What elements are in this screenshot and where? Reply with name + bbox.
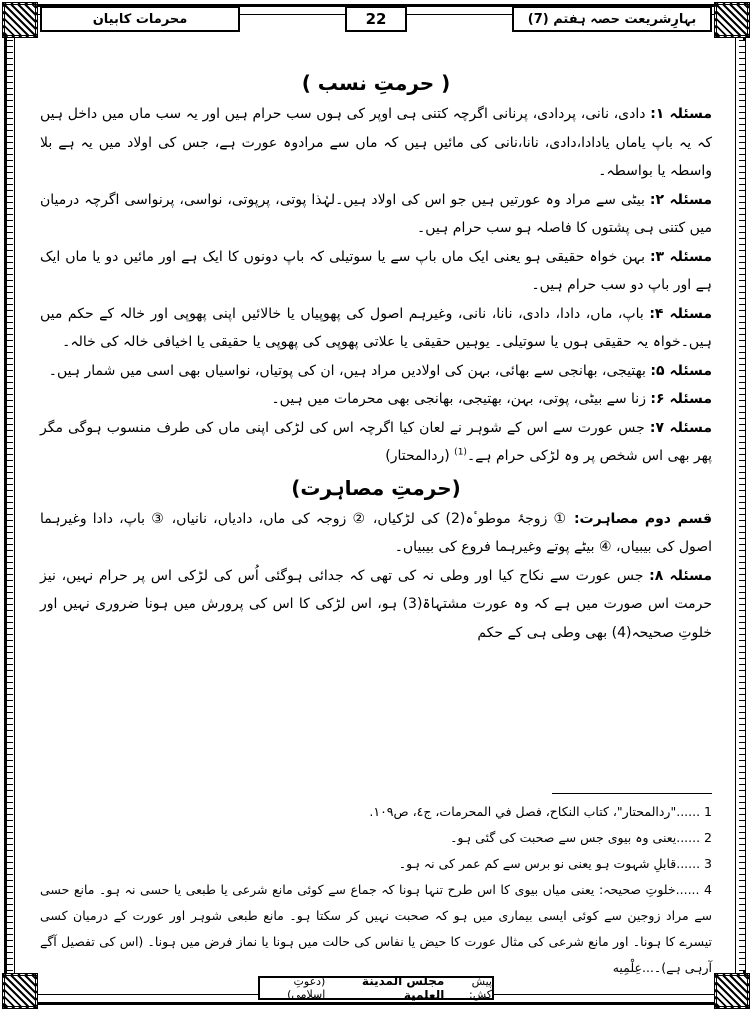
paragraph-text: بیٹی سے مراد وہ عورتیں ہیں جو اس کی اولاد ہیں۔لہٰذا پوتی، پرپوتی، نواسی، پرنواسی اگرچہ درمیان میں کتنی ہی پشتوں کا فاصلہ ہو سب حرام ہیں۔ [40, 191, 712, 236]
paragraph-lead: مسئلہ ۲: [649, 191, 712, 208]
page-header [40, 6, 712, 32]
paragraph [40, 300, 712, 357]
main-content [40, 66, 712, 647]
source-citation: (ردالمحتار) [385, 448, 450, 464]
section-title: (حرمتِ مصاہرت) [291, 475, 461, 500]
paragraph-text: جس عورت سے نکاح کیا اور وطی نہ کی تھی کہ جدائی ہوگئی اُس کی لڑکی اس پر حرام نہیں، نیز حرمت اس صورت میں ہے کہ وہ عورت مشتہاۃ(3) ہو، اس لڑکی کا اس کی پرورش میں ہونا ضروری نہیں اور خلوتِ صحیحہ(4) بھی وطی ہی کے حکم [40, 567, 712, 641]
paragraph [40, 186, 712, 243]
paragraph-text: ① زوجۂ موطوٴہ(2) کی لڑکیاں، ② زوجہ کی ماں، دادیاں، نانیاں، ③ باپ، دادا وغیرہما اصول کی بیبیاں، ④ بیٹے پوتے وغیرہما فروع کی بیبیاں۔ [40, 510, 712, 555]
border-ornament-left [7, 40, 13, 971]
footnote: 3 ......قابلِ شہوت ہو یعنی نو برس سے کم عمر کی نہ ہو۔ [398, 856, 712, 871]
publisher-footer [258, 976, 494, 1000]
paragraph-text: بہن خواہ حقیقی ہو یعنی ایک ماں باپ سے یا سوتیلی کہ باپ دونوں کا ایک ہے اور مائیں دو یا ماں ایک ہے اور باپ دو سب حرام ہیں۔ [40, 248, 712, 293]
footnote-divider [552, 793, 712, 794]
footnotes [40, 799, 712, 981]
paragraph-text: جس عورت سے اس کے شوہر نے لعان کیا اگرچہ اس کی لڑکی اپنی ماں کی طرف منسوب ہوگی مگر پھر بھی اس شخص پر وہ لڑکی حرام ہے۔ [40, 419, 712, 464]
paragraph [40, 505, 712, 562]
footnote: 4 ......خلوتِ صحیحہ: یعنی میاں بیوی کا اس طرح تنہا ہونا کہ جماع سے کوئی مانع شرعی یا طبعی یا حسی نہ ہو۔ مانع حسی سے مراد زوجین سے کوئی ایسی بیماری میں ہو کہ صحبت نہیں کر سکتا ہو۔ مانع طبعی شوہر اور عورت کے درمیان کسی تیسرے کا ہونا۔ اور مانع شرعی کی مثال عورت کا حیض یا نفاس کی حالت میں ہونا یا نماز فرض میں ہونا۔ (اس کی تفصیل آگے آرہی ہے)۔...عِلْمِیه [40, 882, 712, 975]
corner-ornament-icon [2, 2, 38, 38]
paragraph-lead: مسئلہ ۶: [650, 391, 712, 407]
paragraph-text: دادی، نانی، پردادی، پرنانی اگرچہ کتنی ہی اوپر کی ہوں سب حرام ہیں اور یہ سب ماں میں داخل ہیں کہ یہ باپ یاماں یادادا،دادی، نانا،نانی کی مائیں ہیں کہ ماں سے مرادوہ عورت ہے، جس کی اولاد میں یہ ہے بلا واسطہ یا بواسطہ۔ [40, 106, 712, 179]
paragraph-text: زنا سے بیٹی، پوتی، بہن، بھتیجی، بھانجی بھی محرمات میں ہیں۔ [271, 391, 651, 407]
paragraph [40, 562, 712, 648]
book-title: بہارِشریعت حصہ ہفتم (7) [512, 6, 712, 32]
paragraph-lead: قسم دوم مصاہرت: [573, 510, 712, 527]
paragraph-lead: مسئلہ ۷: [649, 419, 713, 436]
paragraph-lead: مسئلہ ۳: [649, 248, 713, 265]
footnote: 1 ......"ردالمحتار"، كتاب النكاح، فصل في المحرمات، ج٤، ص١٠٩. [369, 804, 712, 819]
paragraph [40, 243, 712, 300]
chapter-title: محرمات کابیان [40, 6, 240, 32]
border-ornament-right [739, 40, 745, 971]
page-number: 22 [345, 6, 407, 32]
footnote-ref: (1) [454, 447, 467, 458]
paragraph-lead: مسئلہ ۴: [649, 305, 712, 322]
section-title: ( حرمتِ نسب ) [301, 71, 451, 95]
paragraph-lead: مسئلہ ۸: [649, 567, 713, 584]
corner-ornament-icon [714, 973, 750, 1009]
paragraph [40, 385, 712, 414]
corner-ornament-icon [714, 2, 750, 38]
paragraph [40, 414, 712, 471]
paragraph-lead: مسئلہ ۱: [650, 106, 713, 122]
paragraph-text: باپ، ماں، دادا، دادی، نانا، نانی، وغیرہم اصول کی پھوپیاں یا خالائیں اپنی پھوپی اور خالہ کے حکم میں ہیں۔خواہ یہ حقیقی ہوں یا سوتیلی۔ یوہیں حقیقی یا علاتی پھوپی کی پھوپی یا حقیقی یا اخیافی خالہ کی خالہ۔ [40, 305, 712, 350]
presented-by-label: پیش کش: [469, 975, 492, 1001]
publisher-name: مجلس المدینة العلمیة [361, 974, 445, 1002]
paragraph [40, 100, 712, 186]
paragraph-lead: مسئلہ ۵: [650, 362, 712, 379]
publisher-sub: (دعوتِ اسلامی) [287, 975, 326, 1001]
footnote: 2 ......یعنی وہ بیوی جس سے صحبت کی گئی ہو۔ [450, 830, 712, 845]
paragraph [40, 357, 712, 386]
paragraph-text: بھتیجی، بھانجی سے بھائی، بہن کی اولادیں مراد ہیں، ان کی پوتیاں، نواسیاں بھی اسی میں شمار ہیں۔ [48, 362, 651, 379]
corner-ornament-icon [2, 973, 38, 1009]
